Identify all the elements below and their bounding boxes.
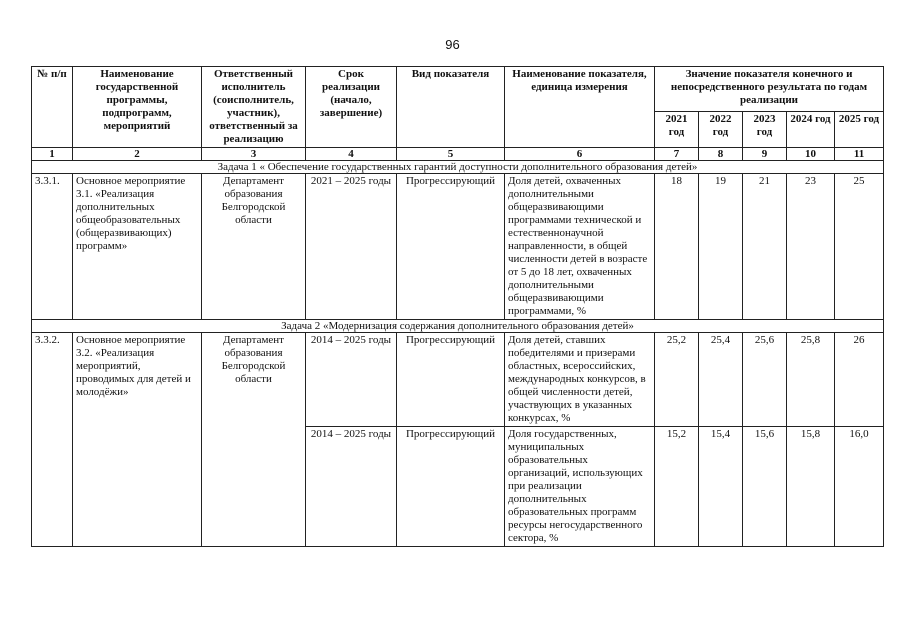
indicators-table (31, 66, 884, 547)
row-value: 21 (743, 174, 787, 320)
task-2-title: Задача 2 «Модернизация содержания дополнительного образования детей» (32, 320, 884, 333)
task-row (32, 320, 884, 333)
row-indicator: Доля государственных, муниципальных образовательных организаций, использующих при реализации дополнительных образовательных программ ресурсы негосударственного сектора, % (505, 427, 655, 547)
row-indicator: Доля детей, ставших победителями и призерами областных, всероссийских, международных конкурсов, в общей численности детей, участвующих в указанных конкурсах, % (505, 333, 655, 427)
row-value: 18 (655, 174, 699, 320)
row-value: 15,4 (699, 427, 743, 547)
row-name: Основное мероприятие 3.1. «Реализация дополнительных общеобразовательных (общеразвивающих) программ» (73, 174, 202, 320)
row-kind: Прогрессирующий (397, 427, 505, 547)
header-responsible: Ответственный исполнитель (соисполнитель, участник), ответственный за реализацию (202, 67, 306, 148)
row-period: 2021 – 2025 годы (306, 174, 397, 320)
header-year: 2025 год (835, 111, 884, 147)
row-period: 2014 – 2025 годы (306, 427, 397, 547)
row-value: 16,0 (835, 427, 884, 547)
column-number: 9 (743, 148, 787, 161)
column-number: 2 (73, 148, 202, 161)
row-responsible: Департамент образования Белгородской области (202, 333, 306, 547)
row-value: 15,6 (743, 427, 787, 547)
column-number: 8 (699, 148, 743, 161)
header-year: 2024 год (787, 111, 835, 147)
row-value: 25,6 (743, 333, 787, 427)
row-kind: Прогрессирующий (397, 174, 505, 320)
row-value: 19 (699, 174, 743, 320)
row-value: 23 (787, 174, 835, 320)
row-kind: Прогрессирующий (397, 333, 505, 427)
row-responsible: Департамент образования Белгородской области (202, 174, 306, 320)
column-numbers-row (32, 148, 884, 161)
header-program-name: Наименование государственной программы, подпрограмм, мероприятий (73, 67, 202, 148)
header-number: № п/п (32, 67, 73, 148)
header-values-group: Значение показателя конечного и непосредственного результата по годам реализации (655, 67, 884, 112)
table-row (32, 174, 884, 320)
column-number: 6 (505, 148, 655, 161)
header-year: 2022 год (699, 111, 743, 147)
column-number: 4 (306, 148, 397, 161)
column-number: 3 (202, 148, 306, 161)
row-id: 3.3.1. (32, 174, 73, 320)
column-number: 5 (397, 148, 505, 161)
column-number: 10 (787, 148, 835, 161)
row-value: 25 (835, 174, 884, 320)
column-number: 7 (655, 148, 699, 161)
row-value: 25,4 (699, 333, 743, 427)
column-number: 1 (32, 148, 73, 161)
row-id: 3.3.2. (32, 333, 73, 547)
header-indicator-name: Наименование показателя, единица измерения (505, 67, 655, 148)
row-value: 15,8 (787, 427, 835, 547)
header-indicator-kind: Вид показателя (397, 67, 505, 148)
row-value: 25,8 (787, 333, 835, 427)
row-indicator: Доля детей, охваченных дополнительными общеразвивающими программами технической и естественнонаучной направленности, в общей численности детей в возрасте от 5 до 18 лет, охваченных дополнительными общеразвивающими программами, % (505, 174, 655, 320)
header-period: Срок реализации (начало, завершение) (306, 67, 397, 148)
row-value: 26 (835, 333, 884, 427)
row-name: Основное мероприятие 3.2. «Реализация мероприятий, проводимых для детей и молодёжи» (73, 333, 202, 547)
row-value: 25,2 (655, 333, 699, 427)
page-number: 96 (445, 37, 460, 52)
header-year: 2023 год (743, 111, 787, 147)
row-period: 2014 – 2025 годы (306, 333, 397, 427)
column-number: 11 (835, 148, 884, 161)
task-1-title: Задача 1 « Обеспечение государственных гарантий доступности дополнительного образования детей» (32, 161, 884, 174)
task-row (32, 161, 884, 174)
row-value: 15,2 (655, 427, 699, 547)
header-year: 2021 год (655, 111, 699, 147)
table-row (32, 333, 884, 427)
